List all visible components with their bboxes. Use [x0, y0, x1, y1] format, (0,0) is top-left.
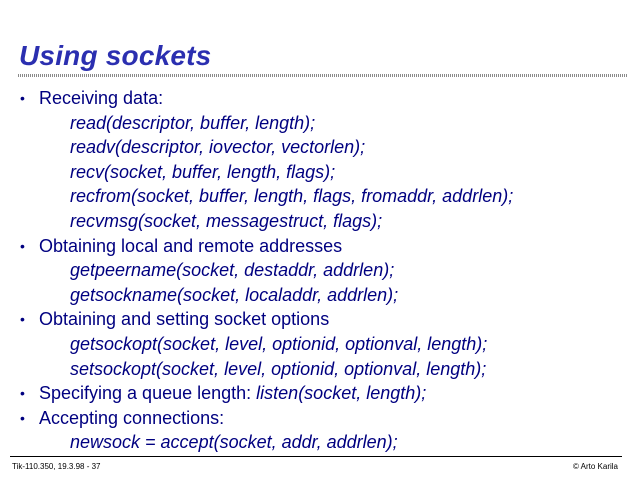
- code-line: getsockname(socket, localaddr, addrlen);: [70, 284, 399, 305]
- footer-copyright: © Arto Karila: [572, 462, 618, 471]
- bullet-icon: •: [20, 409, 25, 426]
- title-divider: [18, 74, 628, 77]
- slide-title: Using sockets: [19, 40, 212, 71]
- footer-divider: [10, 456, 622, 457]
- code-line: getsockopt(socket, level, optionid, optionval, length);: [70, 333, 488, 354]
- code-line: recv(socket, buffer, length, flags);: [70, 161, 336, 182]
- bullet-label: Specifying a queue length:: [39, 383, 257, 404]
- bullet-item: [18, 307, 630, 332]
- bullet-label: Accepting connections:: [39, 407, 225, 428]
- slide-body: [18, 86, 630, 455]
- code-line: recfrom(socket, buffer, length, flags, fromaddr, addrlen);: [70, 186, 514, 207]
- inline-code: listen(socket, length);: [256, 383, 427, 404]
- code-line: setsockopt(socket, level, optionid, optionval, length);: [70, 358, 487, 379]
- code-line: newsock = accept(socket, addr, addrlen);: [70, 432, 398, 453]
- bullet-label: Obtaining and setting socket options: [39, 309, 330, 330]
- bullet-item: [18, 86, 630, 111]
- bullet-item: [18, 406, 630, 431]
- bullet-label: Obtaining local and remote addresses: [39, 235, 343, 256]
- code-line: recvmsg(socket, messagestruct, flags);: [70, 210, 383, 231]
- code-line: readv(descriptor, iovector, vectorlen);: [70, 137, 366, 158]
- bullet-item: [18, 381, 630, 406]
- bullet-label: Receiving data:: [39, 88, 164, 108]
- bullet-item: [18, 234, 630, 259]
- bullet-icon: •: [20, 311, 25, 328]
- footer-course-info: Tik-110.350, 19.3.98 - 37: [12, 462, 101, 471]
- code-line: read(descriptor, buffer, length);: [70, 112, 316, 133]
- bullet-icon: •: [20, 237, 25, 254]
- bullet-icon: •: [20, 385, 25, 402]
- bullet-icon: •: [20, 90, 25, 106]
- code-line: getpeername(socket, destaddr, addrlen);: [70, 260, 395, 281]
